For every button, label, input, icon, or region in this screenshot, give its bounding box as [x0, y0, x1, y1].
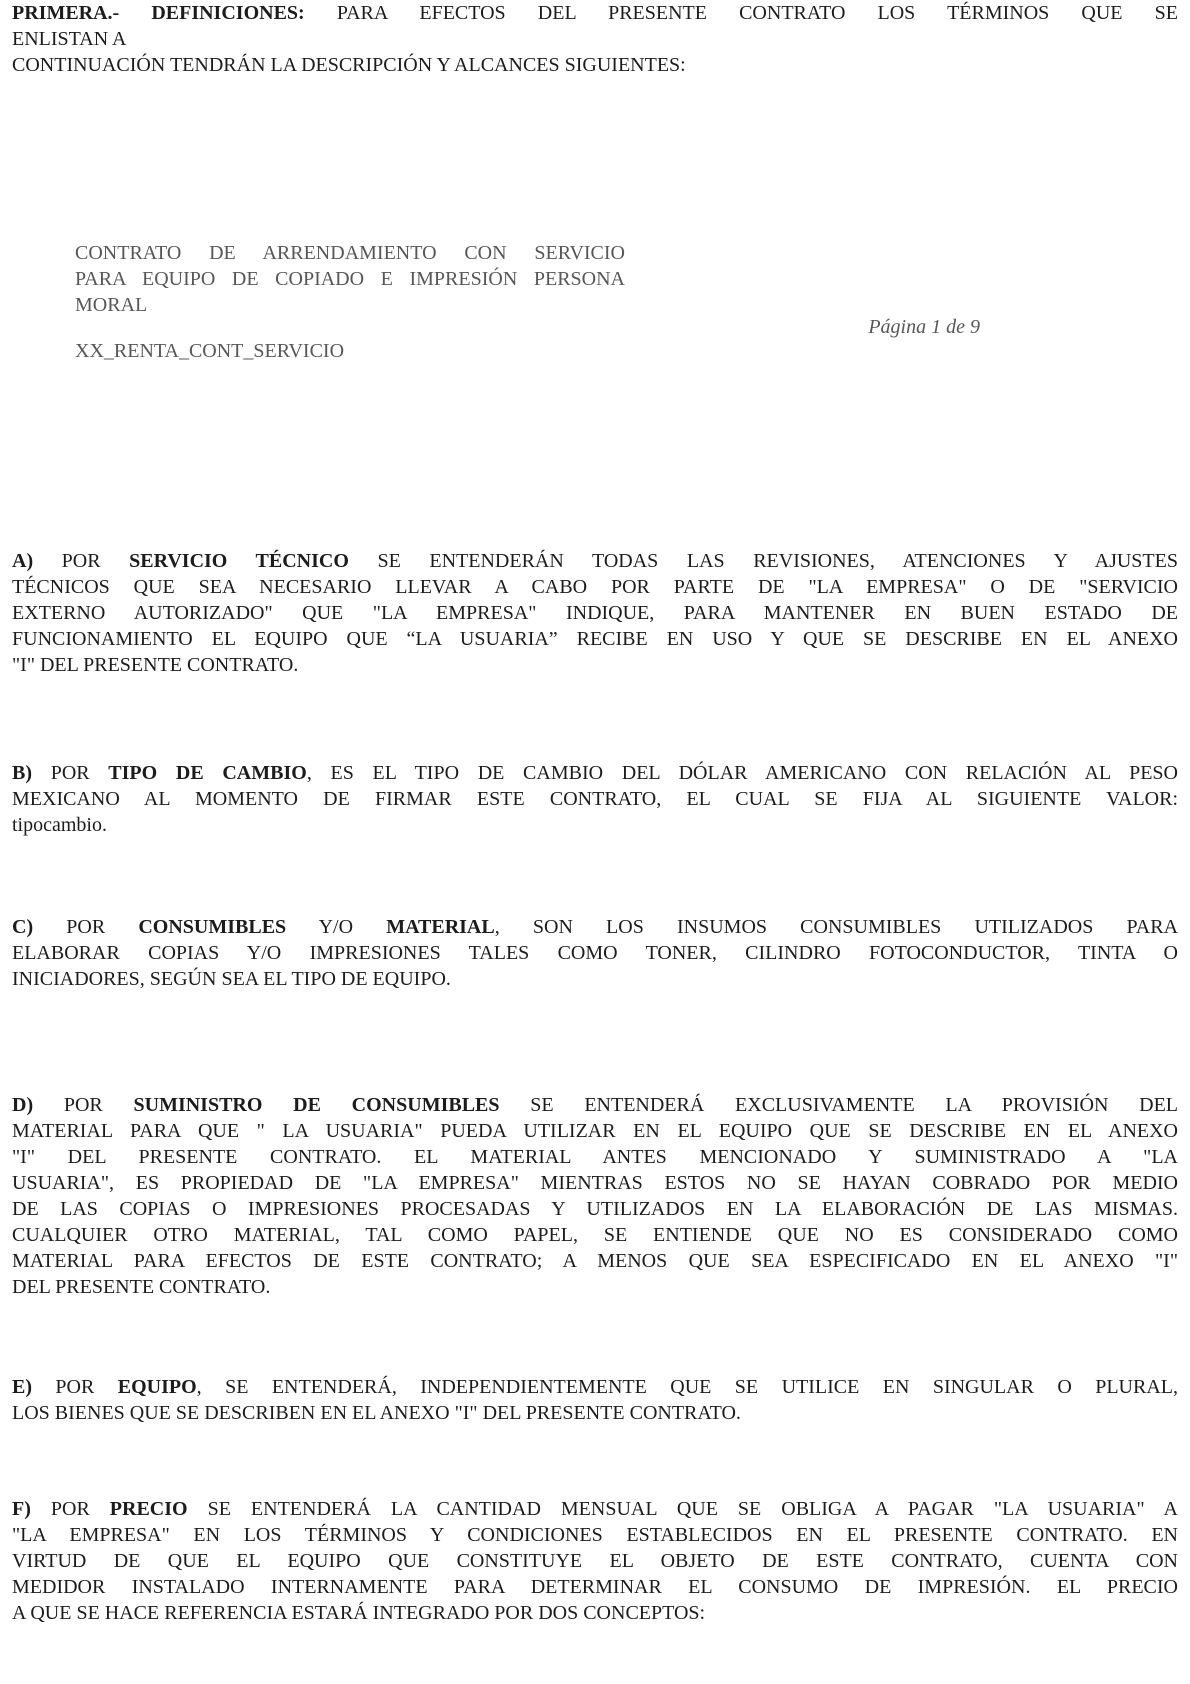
text-run: Y/O	[286, 916, 387, 938]
text-run: POR	[33, 550, 130, 572]
text-run: CONTRATO DE ARRENDAMIENTO CON SERVICIO	[75, 242, 625, 264]
text-line	[12, 1144, 1178, 1170]
text-run: SE ENTENDERÁ EXCLUSIVAMENTE LA PROVISIÓN DEL	[499, 1094, 1179, 1116]
text-run: MEDIDOR INSTALADO INTERNAMENTE PARA DETERMINAR EL CONSUMO DE IMPRESIÓN. EL PRECIO	[12, 1576, 1178, 1598]
bold-text-run: D)	[12, 1094, 34, 1116]
text-run: FUNCIONAMIENTO EL EQUIPO QUE “LA USUARIA” RECIBE EN USO Y QUE SE DESCRIBE EN EL ANEXO	[12, 628, 1178, 650]
text-run: , SE ENTENDERÁ, INDEPENDIENTEMENTE QUE SE UTILICE EN SINGULAR O PLURAL,	[196, 1376, 1179, 1398]
text-run: SE ENTENDERÁ LA CANTIDAD MENSUAL QUE SE OBLIGA A PAGAR "LA USUARIA" A	[187, 1498, 1178, 1520]
text-run: POR	[33, 916, 139, 938]
definition-a-servicio-tecnico	[12, 548, 1178, 678]
bold-text-run: PRIMERA.- DEFINICIONES:	[12, 2, 305, 24]
text-run: , SON LOS INSUMOS CONSUMIBLES UTILIZADOS PARA	[494, 916, 1179, 938]
text-run: TÉCNICOS QUE SEA NECESARIO LLEVAR A CABO POR PARTE DE "LA EMPRESA" O DE "SERVICIO	[12, 576, 1178, 598]
text-line	[12, 600, 1178, 626]
clause-primera-definiciones	[12, 0, 1178, 78]
text-line	[12, 1196, 1178, 1222]
text-line	[12, 626, 1178, 652]
definition-d-suministro-de-consumibles	[12, 1092, 1178, 1300]
text-line	[12, 966, 1178, 992]
bold-text-run: SUMINISTRO DE CONSUMIBLES	[133, 1094, 500, 1116]
text-run: VIRTUD DE QUE EL EQUIPO QUE CONSTITUYE EL OBJETO DE ESTE CONTRATO, CUENTA CON	[12, 1550, 1178, 1572]
text-line	[75, 266, 625, 292]
text-run: CONTINUACIÓN TENDRÁN LA DESCRIPCIÓN Y ALCANCES SIGUIENTES:	[12, 54, 686, 76]
bold-text-run: MATERIAL	[386, 916, 495, 938]
page-number-text: Página 1 de 9	[868, 316, 980, 338]
text-run: CUALQUIER OTRO MATERIAL, TAL COMO PAPEL, SE ENTIENDE QUE NO ES CONSIDERADO COMO	[12, 1224, 1178, 1246]
definition-b-tipo-de-cambio	[12, 760, 1178, 838]
document-code	[75, 338, 1178, 364]
text-line	[12, 574, 1178, 600]
text-run: ELABORAR COPIAS Y/O IMPRESIONES TALES COMO TONER, CILINDRO FOTOCONDUCTOR, TINTA O	[12, 942, 1178, 964]
text-line	[12, 914, 1178, 940]
text-line	[12, 1600, 1178, 1626]
text-run: SE ENTENDERÁN TODAS LAS REVISIONES, ATENCIONES Y AJUSTES	[348, 550, 1178, 572]
text-run: A QUE SE HACE REFERENCIA ESTARÁ INTEGRADO POR DOS CONCEPTOS:	[12, 1602, 706, 1624]
text-run: PARA EQUIPO DE COPIADO E IMPRESIÓN PERSONA	[75, 268, 625, 290]
bold-text-run: EQUIPO	[117, 1376, 197, 1398]
page-number	[12, 314, 1178, 340]
text-run: POR	[32, 1376, 118, 1398]
text-run: tipocambio.	[12, 814, 107, 836]
text-run: , ES EL TIPO DE CAMBIO DEL DÓLAR AMERICANO CON RELACIÓN AL PESO	[306, 762, 1178, 784]
text-run: MORAL	[75, 294, 148, 316]
text-run: DEL PRESENTE CONTRATO.	[12, 1276, 271, 1298]
text-line	[12, 1548, 1178, 1574]
text-run: INICIADORES, SEGÚN SEA EL TIPO DE EQUIPO.	[12, 968, 451, 990]
text-run: EXTERNO AUTORIZADO" QUE "LA EMPRESA" INDIQUE, PARA MANTENER EN BUEN ESTADO DE	[12, 602, 1178, 624]
text-run: MATERIAL PARA QUE " LA USUARIA" PUEDA UTILIZAR EN EL EQUIPO QUE SE DESCRIBE EN EL ANEXO	[12, 1120, 1178, 1142]
text-run: ENLISTAN A	[12, 28, 127, 50]
text-line	[12, 0, 1178, 26]
text-line	[12, 652, 1178, 678]
text-run: DE LAS COPIAS O IMPRESIONES PROCESADAS Y UTILIZADOS EN LA ELABORACIÓN DE LAS MISMAS.	[12, 1198, 1178, 1220]
text-run: POR	[32, 762, 109, 784]
text-run: MEXICANO AL MOMENTO DE FIRMAR ESTE CONTRATO, EL CUAL SE FIJA AL SIGUIENTE VALOR:	[12, 788, 1178, 810]
bold-text-run: TIPO DE CAMBIO	[108, 762, 307, 784]
text-line	[12, 1248, 1178, 1274]
text-line	[12, 1170, 1178, 1196]
text-line	[12, 1374, 1178, 1400]
definition-f-precio	[12, 1496, 1178, 1626]
text-line	[12, 26, 1178, 52]
text-line	[12, 548, 1178, 574]
document-code-text: XX_RENTA_CONT_SERVICIO	[75, 340, 345, 362]
definition-c-consumibles-material	[12, 914, 1178, 992]
text-run: "I" DEL PRESENTE CONTRATO. EL MATERIAL ANTES MENCIONADO Y SUMINISTRADO A "LA	[12, 1146, 1178, 1168]
text-run: PARA EFECTOS DEL PRESENTE CONTRATO LOS TÉRMINOS QUE SE	[304, 2, 1178, 24]
bold-text-run: E)	[12, 1376, 32, 1398]
text-run: "I" DEL PRESENTE CONTRATO.	[12, 654, 299, 676]
text-run: LOS BIENES QUE SE DESCRIBEN EN EL ANEXO "I" DEL PRESENTE CONTRATO.	[12, 1402, 741, 1424]
text-run: USUARIA", ES PROPIEDAD DE "LA EMPRESA" MIENTRAS ESTOS NO SE HAYAN COBRADO POR MEDIO	[12, 1172, 1178, 1194]
text-line	[12, 760, 1178, 786]
bold-text-run: B)	[12, 762, 32, 784]
bold-text-run: PRECIO	[109, 1498, 188, 1520]
text-line	[75, 240, 625, 266]
text-line	[12, 1092, 1178, 1118]
bold-text-run: C)	[12, 916, 34, 938]
text-line	[12, 1274, 1178, 1300]
text-line	[12, 1222, 1178, 1248]
definition-e-equipo	[12, 1374, 1178, 1426]
text-line	[12, 52, 1178, 78]
text-line	[12, 812, 1178, 838]
text-run: MATERIAL PARA EFECTOS DE ESTE CONTRATO; A MENOS QUE SEA ESPECIFICADO EN EL ANEXO "I"	[12, 1250, 1178, 1272]
text-run: "LA EMPRESA" EN LOS TÉRMINOS Y CONDICIONES ESTABLECIDOS EN EL PRESENTE CONTRATO. EN	[12, 1524, 1178, 1546]
bold-text-run: A)	[12, 550, 34, 572]
bold-text-run: SERVICIO TÉCNICO	[129, 550, 349, 572]
bold-text-run: CONSUMIBLES	[138, 916, 287, 938]
text-line	[12, 786, 1178, 812]
text-run: POR	[33, 1094, 134, 1116]
text-line	[12, 1496, 1178, 1522]
text-line	[12, 1118, 1178, 1144]
contract-title	[75, 240, 625, 318]
text-line	[12, 1522, 1178, 1548]
text-line	[12, 1400, 1178, 1426]
text-line	[12, 940, 1178, 966]
bold-text-run: F)	[12, 1498, 31, 1520]
text-run: POR	[30, 1498, 110, 1520]
text-line	[12, 1574, 1178, 1600]
